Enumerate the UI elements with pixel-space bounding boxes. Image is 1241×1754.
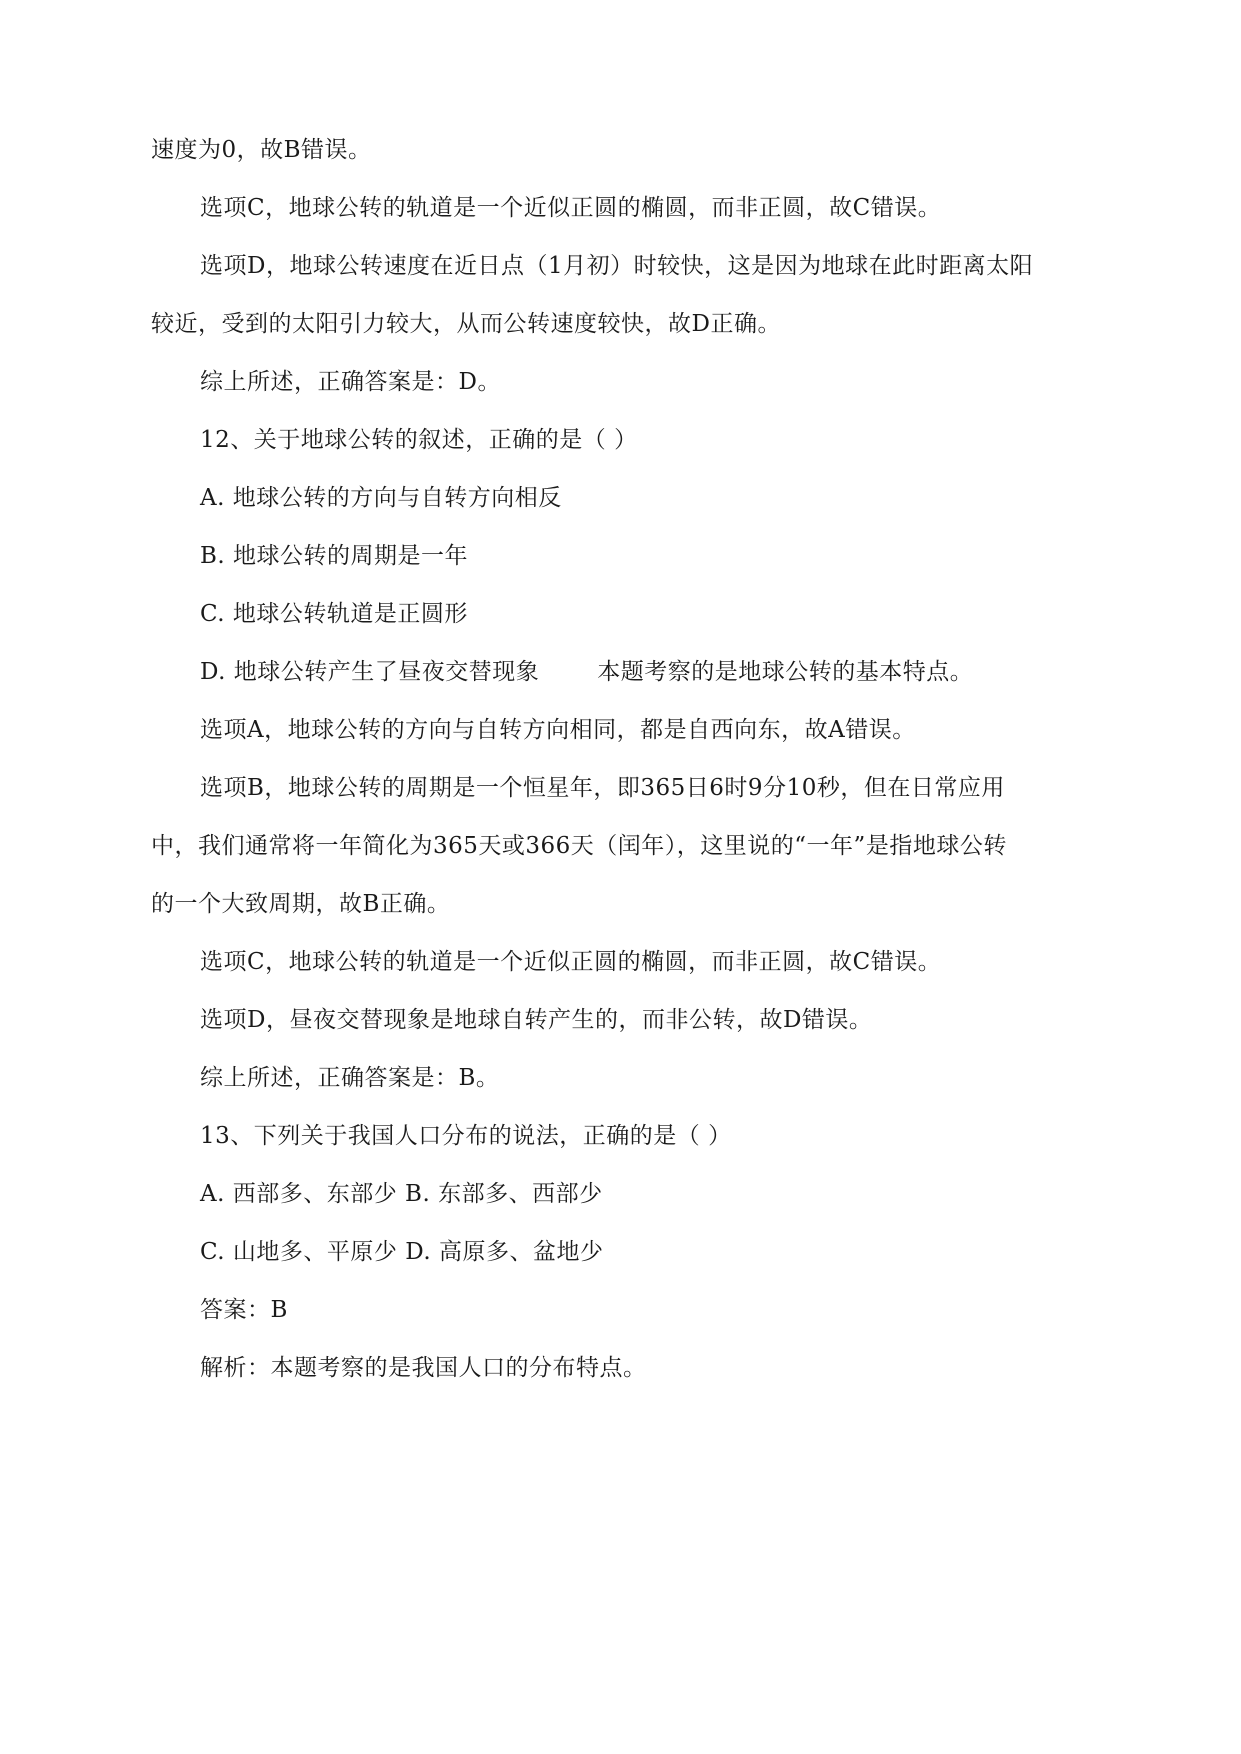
- text-line: 选项A，地球公转的方向与自转方向相同，都是自西向东，故A错误。: [200, 717, 916, 743]
- question-13-title: 13、下列关于我国人口分布的说法，正确的是（ ）: [200, 1123, 732, 1149]
- question-12-title: 12、关于地球公转的叙述，正确的是（ ）: [200, 427, 638, 453]
- text-line: 速度为0，故B错误。: [151, 137, 372, 163]
- analysis-line: 解析：本题考察的是我国人口的分布特点。: [200, 1355, 647, 1381]
- answer-line: 答案：B: [200, 1297, 288, 1323]
- analysis-intro: 本题考察的是地球公转的基本特点。: [597, 659, 974, 685]
- text-line: 选项C，地球公转的轨道是一个近似正圆的椭圆，而非正圆，故C错误。: [200, 195, 942, 221]
- text-line: 较近，受到的太阳引力较大，从而公转速度较快，故D正确。: [151, 311, 781, 337]
- text-line: 选项B，地球公转的周期是一个恒星年，即365日6时9分10秒，但在日常应用: [200, 775, 1005, 801]
- option-c: C. 地球公转轨道是正圆形: [200, 601, 468, 627]
- text-line: 选项C，地球公转的轨道是一个近似正圆的椭圆，而非正圆，故C错误。: [200, 949, 942, 975]
- option-d-line: [200, 656, 1140, 688]
- text-line: 选项D，昼夜交替现象是地球自转产生的，而非公转，故D错误。: [200, 1007, 873, 1033]
- option-a: A. 地球公转的方向与自转方向相反: [200, 485, 562, 511]
- options-cd: C. 山地多、平原少 D. 高原多、盆地少: [200, 1239, 604, 1265]
- option-d: D. 地球公转产生了昼夜交替现象: [200, 659, 540, 685]
- text-line: 的一个大致周期，故B正确。: [151, 891, 451, 917]
- text-line: 综上所述，正确答案是：D。: [200, 369, 501, 395]
- text-line: 中，我们通常将一年简化为365天或366天（闰年），这里说的“一年”是指地球公转: [151, 833, 1007, 859]
- option-b: B. 地球公转的周期是一年: [200, 543, 469, 569]
- text-line: 选项D，地球公转速度在近日点（1月初）时较快，这是因为地球在此时距离太阳: [200, 253, 1034, 279]
- text-line: 综上所述，正确答案是：B。: [200, 1065, 500, 1091]
- options-ab: A. 西部多、东部少 B. 东部多、西部少: [200, 1181, 603, 1207]
